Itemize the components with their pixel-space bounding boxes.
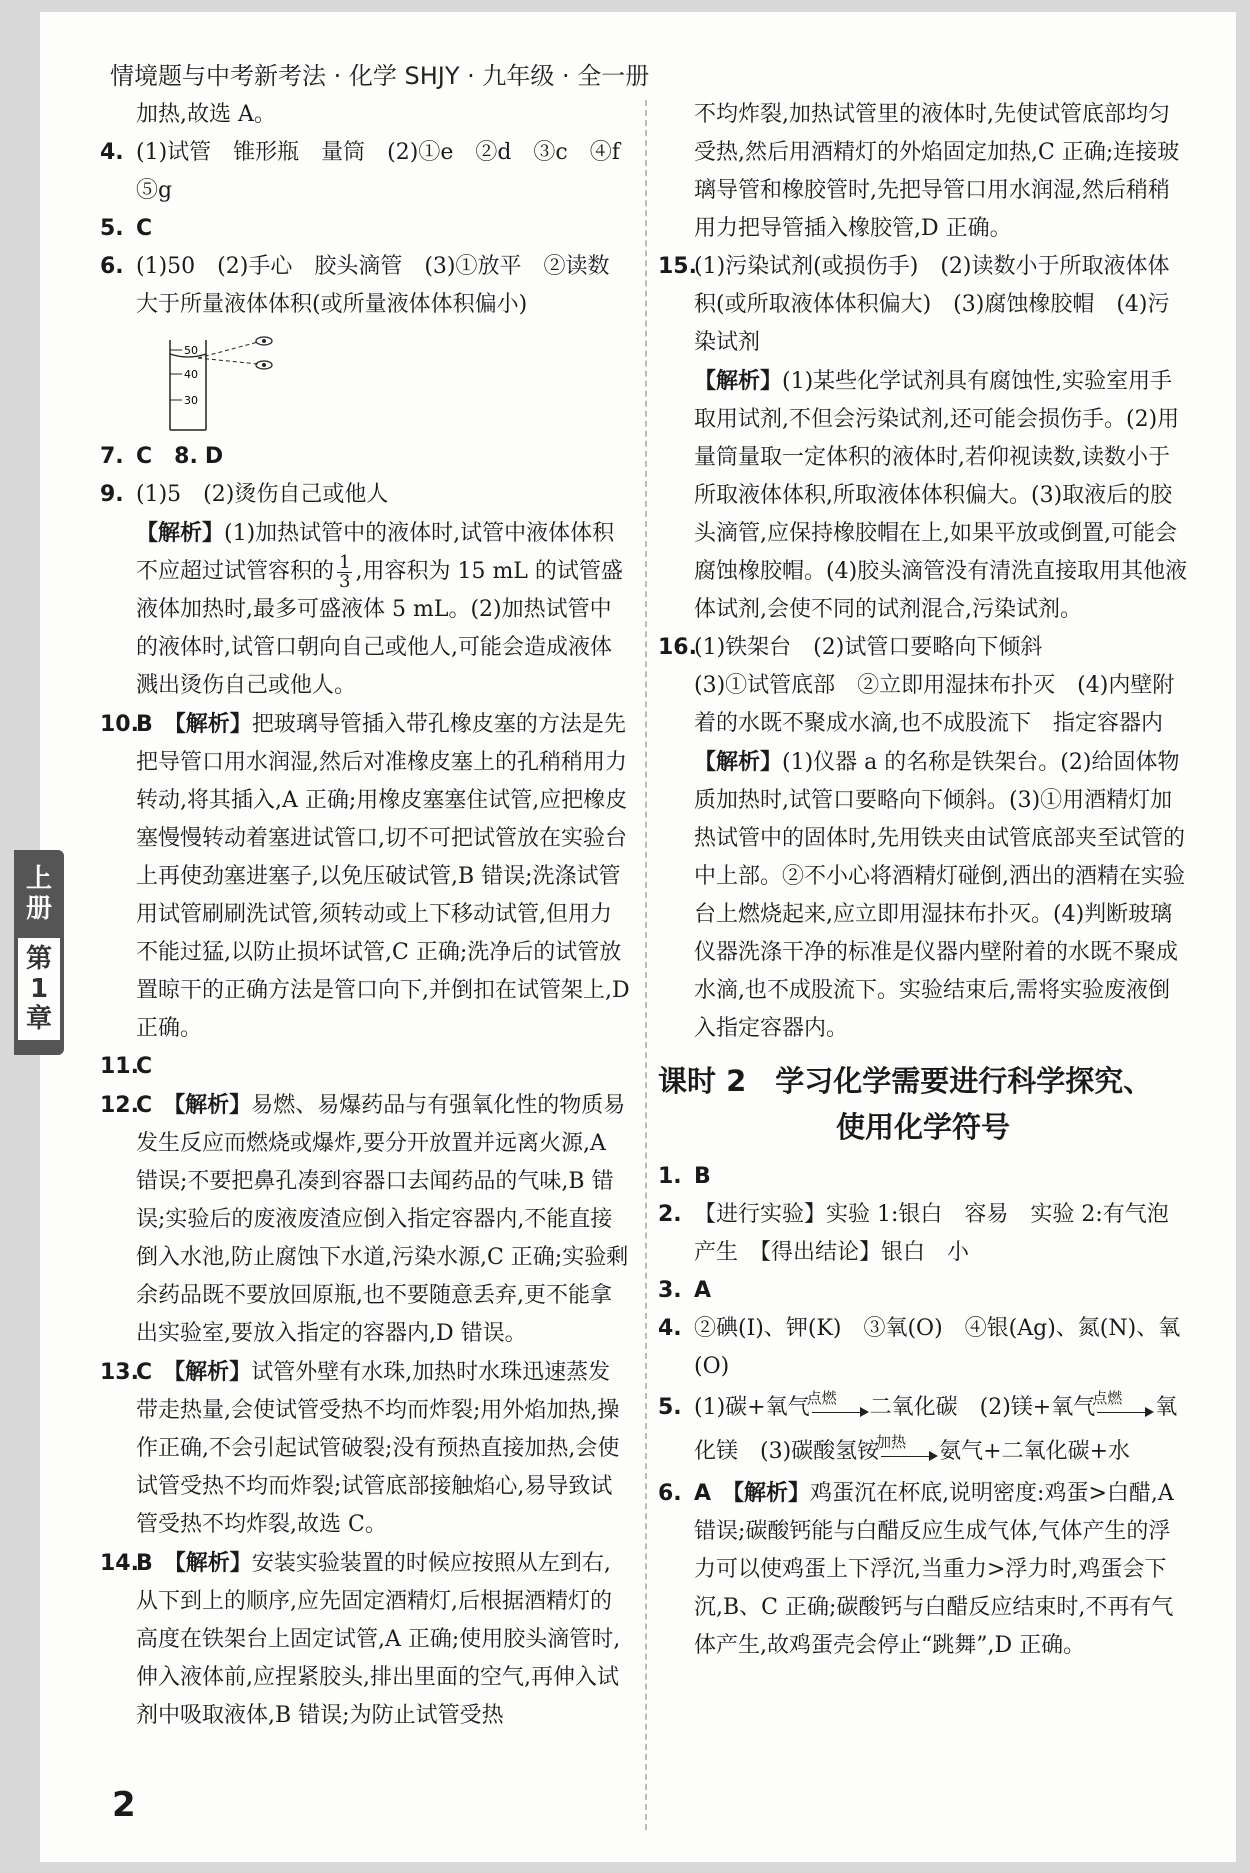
answer-9-expl-part1: (1)加热试管中的液体时,试管中液体体积不应超过试管容积的 (136, 521, 615, 584)
answer-10 (100, 705, 630, 1048)
tick-label-30: 30 (184, 394, 198, 407)
tick-label-40: 40 (184, 368, 198, 381)
answer-10-text: 把玻璃导管插入带孔橡皮塞的方法是先把导管口用水润湿,然后对准橡皮塞上的孔稍稍用力转动,将其插入,A 正确;用橡皮塞塞住试管,应把橡皮塞慢慢转动着塞进试管口,切不可把试管放在实验台上再使劲塞进塞子,以免压破试管,B 错误;洗涤试管用试管刷刷洗试管,须转动或上下移动试管,但用力不能过猛,以防止损坏试管,C 正确;洗净后的试管放置晾干的正确方法是管口向下,并倒扣在试管架上,D 正确。 (136, 712, 630, 1041)
explanation-label: 【解析】 (174, 711, 252, 737)
answer-13-text: 试管外壁有水珠,加热时水珠迅速蒸发带走热量,会使试管受热不均而炸裂;用外焰加热,操作正确,不会引起试管破裂;没有预热直接加热,会使试管受热不均而炸裂;试管底部接触焰心,易导致试管受热不均炸裂,故选 C。 (136, 1360, 620, 1537)
answer-12-num: 12. (100, 1093, 139, 1118)
explanation-label: 【解析】 (174, 1550, 252, 1576)
answer-16-explanation (658, 743, 1188, 1048)
reaction-arrow-1 (806, 1389, 868, 1424)
side-tab-volume: 上册 (25, 864, 52, 924)
lesson2-answer-3 (658, 1272, 1188, 1310)
lesson2-answer-3-num: 3. (658, 1278, 682, 1303)
answer-15-explanation (658, 362, 1188, 629)
answer-15-expl: (1)某些化学试剂具有腐蚀性,实验室用手取用试剂,不但会污染试剂,还可能会损伤手。(2)用量筒量取一定体积的液体时,若仰视读数,读数小于所取液体体积,所取液体体积偏大。(3)取液后的胶头滴管,应保持橡胶帽在上,如果平放或倒置,可能会腐蚀橡胶帽。(4)胶头滴管没有清洗直接取用其他液体试剂,会使不同的试剂混合,污染试剂。 (694, 369, 1188, 622)
answer-16 (658, 629, 1188, 667)
answer-6-num: 6. (100, 254, 124, 279)
lesson2-answer-2-text: 【进行实验】实验 1:银白 容易 实验 2:有气泡产生 【得出结论】银白 小 (694, 1202, 1169, 1265)
explanation-label: 【解析】 (174, 1359, 252, 1385)
answer-15-text: (1)污染试剂(或损伤手) (2)读数小于所取液体体积(或所取液体体积偏大) (3)腐蚀橡胶帽 (4)污染试剂 (694, 254, 1170, 355)
explanation-label: 【解析】 (136, 520, 225, 546)
answer-13-num: 13. (100, 1360, 139, 1385)
lesson2-answer-6-num: 6. (658, 1481, 682, 1506)
lesson2-answer-1 (658, 1158, 1188, 1196)
side-tab-chapter: 第1章 (18, 938, 60, 1040)
explanation-label: 【解析】 (174, 1092, 252, 1118)
answer-9 (100, 476, 630, 514)
left-column (100, 96, 642, 1735)
answer-6-text: (1)50 (2)手心 胶头滴管 (3)①放平 ②读数大于所量液体体积(或所量液体体积偏小) (136, 254, 610, 317)
reaction-1-product: 二氧化碳 (2)镁+氧气 (869, 1395, 1096, 1420)
answer-15-num: 15. (658, 254, 697, 279)
answer-16-num: 16. (658, 635, 697, 660)
column-divider (645, 100, 647, 1830)
lesson2-answer-2-num: 2. (658, 1202, 682, 1227)
answer-10-num: 10. (100, 712, 139, 737)
answer-7-choice: C (136, 444, 153, 469)
page-number: 2 (112, 1785, 136, 1825)
lesson2-answer-1-num: 1. (658, 1164, 682, 1189)
lesson2-answer-6-choice: A (694, 1481, 712, 1506)
answer-13 (100, 1353, 630, 1544)
reaction-condition-3: 加热 (876, 1433, 907, 1451)
fraction-numerator: 1 (339, 551, 351, 573)
lesson2-answer-4-num: 4. (658, 1316, 682, 1341)
answer-4-text: (1)试管 锥形瓶 量筒 (2)①e ②d ③c ④f ⑤g (136, 140, 642, 203)
section-title-line1: 课时 2 学习化学需要进行科学探究、 (658, 1064, 1153, 1098)
answer-14-choice: B (136, 1551, 153, 1576)
answer-10-choice: B (136, 712, 153, 737)
side-tab (14, 850, 64, 1055)
answer-15 (658, 248, 1188, 362)
lesson2-answer-4-text: ②碘(I)、钾(K) ③氧(O) ④银(Ag)、氮(N)、氧(O) (694, 1316, 1181, 1379)
fraction-one-third (337, 551, 352, 592)
tick-label-50: 50 (184, 344, 198, 357)
answer-14-num: 14. (100, 1551, 139, 1576)
reaction-arrow-2 (1092, 1389, 1153, 1424)
lesson2-answer-1-choice: B (694, 1164, 711, 1189)
explanation-label: 【解析】 (694, 368, 783, 394)
lesson2-answer-2 (658, 1196, 1188, 1272)
answer-9-explanation (100, 514, 630, 705)
answer-16-expl: (1)仪器 a 的名称是铁架台。(2)给固体物质加热时,试管口要略向下倾斜。(3)①用酒精灯加热试管中的固体时,先用铁夹由试管底部夹至试管的中上部。②不小心将酒精灯碰倒,洒出的酒精在实验台上燃烧起来,应立即用湿抹布扑灭。(4)判断玻璃仪器洗涤干净的标准是仪器内壁附着的水既不聚成水滴,也不成股流下。实验结束后,需将实验废液倒入指定容器内。 (694, 750, 1185, 1041)
lesson2-answer-6 (658, 1474, 1188, 1665)
answer-11-num: 11. (100, 1054, 139, 1079)
answer-16-text: (1)铁架台 (2)试管口要略向下倾斜 (694, 635, 1043, 660)
answer-4-num: 4. (100, 140, 124, 165)
answer-5-choice: C (136, 216, 153, 241)
left-continuation: 加热,故选 A。 (136, 102, 276, 127)
answer-4 (100, 134, 642, 210)
answer-11-choice: C (136, 1054, 153, 1079)
answer-12-choice: C (136, 1093, 153, 1118)
reaction-arrow-3 (876, 1433, 937, 1468)
lesson2-answer-4 (658, 1310, 1188, 1386)
right-column (658, 96, 1188, 1665)
answer-13-choice: C (136, 1360, 153, 1385)
answer-6 (100, 248, 630, 324)
lesson2-answer-5 (658, 1386, 1188, 1474)
page-header: 情境题与中考新考法 · 化学 SHJY · 九年级 · 全一册 (110, 62, 650, 90)
answer-16-text-2: (3)①试管底部 ②立即用湿抹布扑灭 (4)内壁附着的水既不聚成水滴,也不成股流下 指定容器内 (694, 673, 1175, 736)
reaction-1-reactants: (1)碳+氧气 (694, 1395, 810, 1420)
lesson2-answer-6-text: 鸡蛋沉在杯底,说明密度:鸡蛋>白醋,A 错误;碳酸钙能与白醋反应生成气体,气体产生的浮力可以使鸡蛋上下浮沉,当重力>浮力时,鸡蛋会下沉,B、C 正确;碳酸钙与白醋反应结束时,不再有气体产生,故鸡蛋壳会停止“跳舞”,D 正确。 (694, 1481, 1174, 1658)
answer-14-text: 安装实验装置的时候应按照从左到右,从下到上的顺序,应先固定酒精灯,后根据酒精灯的高度在铁架台上固定试管,A 正确;使用胶头滴管时,伸入液体前,应捏紧胶头,排出里面的空气,再伸入试剂中吸取液体,B 错误;为防止试管受热 (136, 1551, 621, 1728)
graduated-cylinder-figure (158, 330, 288, 434)
fraction-denominator: 3 (339, 570, 351, 592)
answer-8-num: 8. (174, 444, 198, 469)
section-title-line2: 使用化学符号 (835, 1110, 1010, 1144)
explanation-label: 【解析】 (733, 1480, 811, 1506)
section-title (658, 1058, 1188, 1150)
reaction-2-product: 氧化镁 (3)碳酸氢铵 (694, 1395, 1178, 1464)
answer-11 (100, 1048, 630, 1086)
answer-8-choice: D (204, 444, 224, 469)
answer-9-expl-part2: ,用容积为 15 mL 的试管盛液体加热时,最多可盛液体 5 mL。(2)加热试管中的液体时,试管口朝向自己或他人,可能会造成液体溅出烫伤自己或他人。 (136, 559, 623, 698)
answer-7-8 (100, 438, 630, 476)
reaction-3-products: 氨气+二氧化碳+水 (939, 1439, 1131, 1464)
lesson2-answer-3-choice: A (694, 1278, 712, 1303)
answer-9-num: 9. (100, 482, 124, 507)
answer-5-num: 5. (100, 216, 124, 241)
answer-5 (100, 210, 630, 248)
lesson2-answer-5-num: 5. (658, 1395, 682, 1420)
reaction-condition-2: 点燃 (1092, 1389, 1123, 1407)
reaction-condition-1: 点燃 (806, 1389, 837, 1407)
right-continuation: 不均炸裂,加热试管里的液体时,先使试管底部均匀受热,然后用酒精灯的外焰固定加热,C 正确;连接玻璃导管和橡胶管时,先把导管口用水润湿,然后稍稍用力把导管插入橡胶管,D 正确。 (694, 102, 1180, 241)
answer-12 (100, 1086, 630, 1353)
explanation-label: 【解析】 (694, 749, 783, 775)
answer-9-text: (1)5 (2)烫伤自己或他人 (136, 482, 389, 507)
answer-7-num: 7. (100, 444, 124, 469)
answer-14 (100, 1544, 630, 1735)
answer-12-text: 易燃、易爆药品与有强氧化性的物质易发生反应而燃烧或爆炸,要分开放置并远离火源,A 错误;不要把鼻孔凑到容器口去闻药品的气味,B 错误;实验后的废液废渣应倒入指定容器内,不能直接倒入水池,防止腐蚀下水道,污染水源,C 正确;实验剩余药品既不要放回原瓶,也不要随意丢弃,更不能拿出实验室,要放入指定的容器内,D 错误。 (136, 1093, 629, 1346)
